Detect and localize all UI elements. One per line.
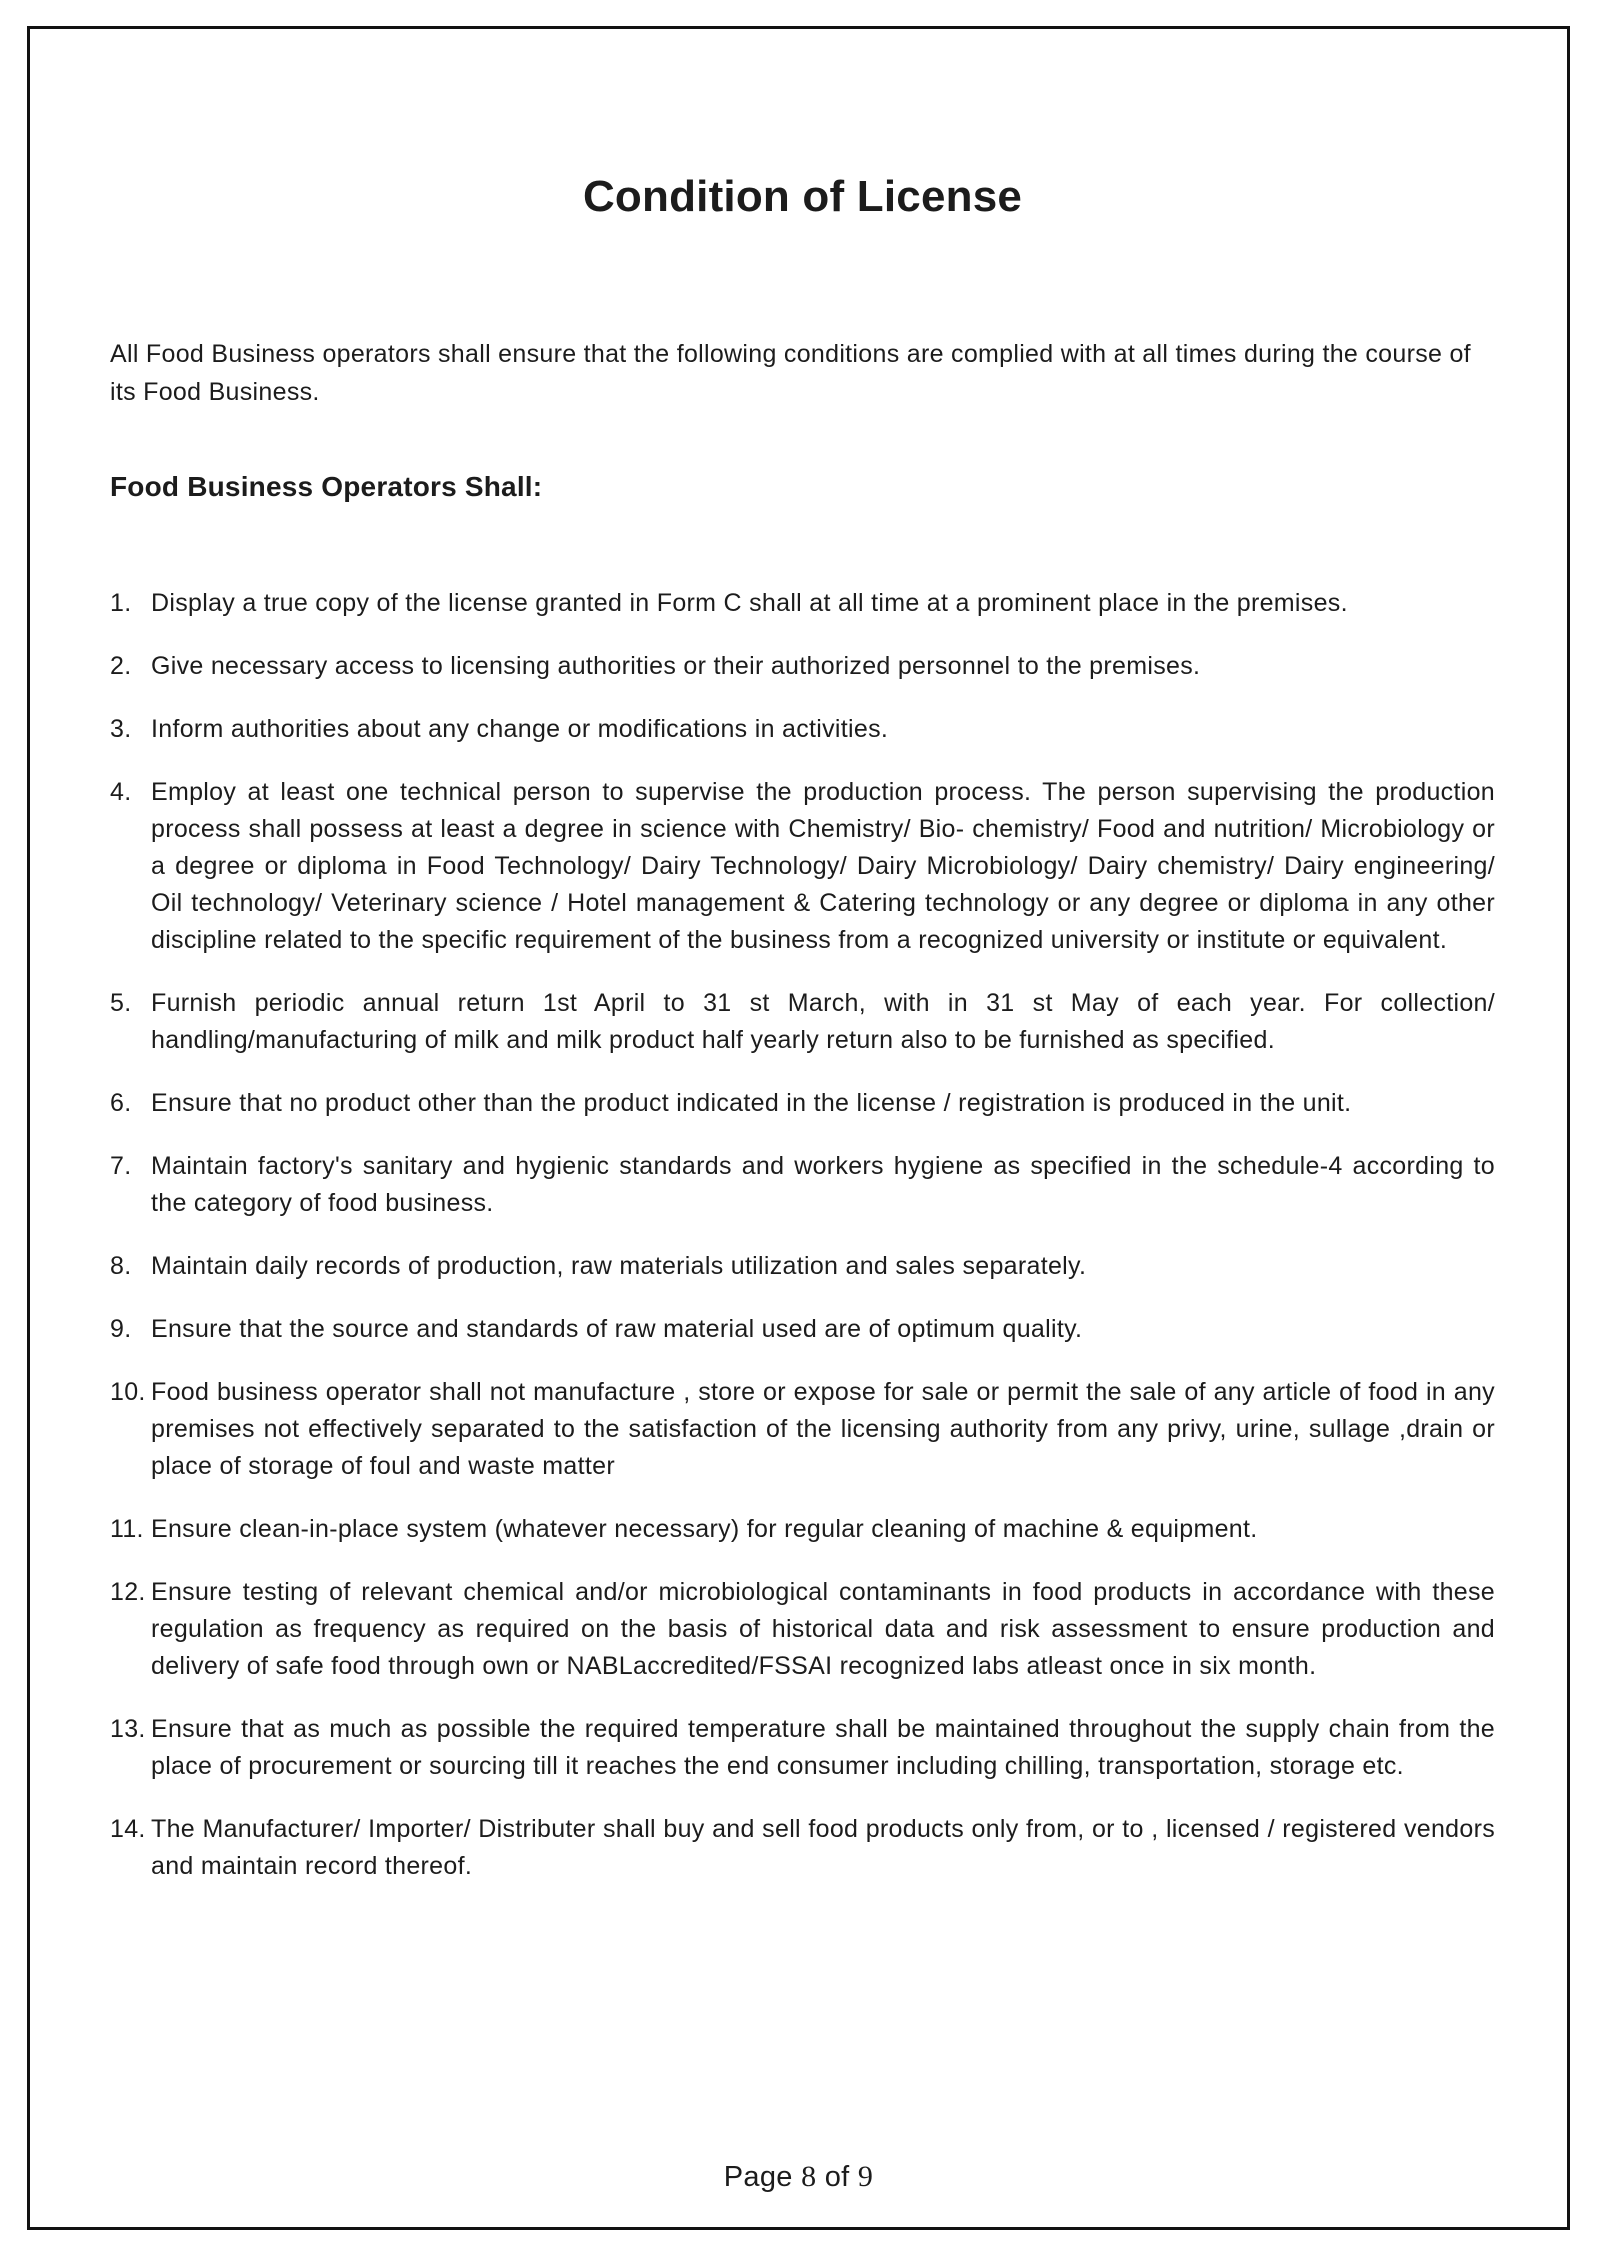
item-number: 14.	[110, 1815, 146, 1843]
item-text: The Manufacturer/ Importer/ Distributer shall buy and sell food products only from, or to , licensed / registered vendors and maintain record thereof.	[151, 1815, 1495, 1880]
list-item	[110, 774, 1495, 959]
item-text: Furnish periodic annual return 1st April to 31 st March, with in 31 st May of each year. For collection/ handling/manufacturing of milk and milk product half yearly return also to be furnished as specified.	[151, 989, 1495, 1054]
item-text: Display a true copy of the license granted in Form C shall at all time at a prominent place in the premises.	[151, 589, 1348, 617]
item-number: 4.	[110, 778, 132, 806]
item-number: 5.	[110, 989, 132, 1017]
item-text: Ensure that no product other than the product indicated in the license / registration is produced in the unit.	[151, 1089, 1352, 1117]
item-number: 7.	[110, 1152, 132, 1180]
item-number: 1.	[110, 589, 132, 617]
item-text: Ensure testing of relevant chemical and/or microbiological contaminants in food products in accordance with these regulation as frequency as required on the basis of historical data and risk assessment to ensure production and delivery of safe food through own or NABLaccredited/FSSAI recognized labs atleast once in six month.	[151, 1578, 1495, 1680]
page-total-number: 9	[857, 2160, 874, 2193]
item-text: Ensure that as much as possible the required temperature shall be maintained throughout the supply chain from the place of procurement or sourcing till it reaches the end consumer including chilling, transportation, storage etc.	[151, 1715, 1495, 1780]
of-label: of	[824, 2161, 850, 2193]
list-item	[110, 1248, 1495, 1285]
list-item	[110, 1811, 1495, 1885]
item-number: 8.	[110, 1252, 132, 1280]
section-heading: Food Business Operators Shall:	[110, 471, 543, 502]
intro-paragraph: All Food Business operators shall ensure that the following conditions are complied with at all times during the course of its Food Business.	[110, 340, 1471, 406]
list-item	[110, 1311, 1495, 1348]
list-item	[110, 1511, 1495, 1548]
item-text: Maintain daily records of production, raw materials utilization and sales separately.	[151, 1252, 1087, 1280]
item-text: Food business operator shall not manufacture , store or expose for sale or permit the sale of any article of food in any premises not effectively separated to the satisfaction of the licensing authority from any privy, urine, sullage ,drain or place of storage of foul and waste matter	[151, 1378, 1495, 1480]
list-item	[110, 585, 1495, 622]
document-content	[110, 29, 1495, 1911]
conditions-list	[110, 585, 1495, 1885]
item-text: Inform authorities about any change or modifications in activities.	[151, 715, 889, 743]
list-item	[110, 985, 1495, 1059]
item-number: 12.	[110, 1578, 146, 1606]
list-item	[110, 1711, 1495, 1785]
item-text: Ensure that the source and standards of raw material used are of optimum quality.	[151, 1315, 1083, 1343]
item-text: Give necessary access to licensing authorities or their authorized personnel to the premises.	[151, 652, 1201, 680]
list-item	[110, 648, 1495, 685]
list-item	[110, 1574, 1495, 1685]
list-item	[110, 711, 1495, 748]
item-number: 2.	[110, 652, 132, 680]
item-number: 9.	[110, 1315, 132, 1343]
item-text: Employ at least one technical person to supervise the production process. The person supervising the production process shall possess at least a degree in science with Chemistry/ Bio- chemistry/ Food and nutrition/ Microbiology or a degree or diploma in Food Technology/ Dairy Technology/ Dairy Microbiology/ Dairy chemistry/ Dairy engineering/ Oil technology/ Veterinary science / Hotel management & Catering technology or any degree or diploma in any other discipline related to the specific requirement of the business from a recognized university or institute or equivalent.	[151, 778, 1495, 954]
list-item	[110, 1085, 1495, 1122]
item-text: Ensure clean-in-place system (whatever necessary) for regular cleaning of machine & equipment.	[151, 1515, 1258, 1543]
list-item	[110, 1374, 1495, 1485]
page-footer	[30, 2157, 1567, 2197]
page-current-number: 8	[801, 2160, 817, 2193]
page-label: Page	[723, 2161, 793, 2193]
list-item	[110, 1148, 1495, 1222]
item-number: 3.	[110, 715, 132, 743]
item-text: Maintain factory's sanitary and hygienic standards and workers hygiene as specified in the schedule-4 according to the category of food business.	[151, 1152, 1495, 1217]
item-number: 6.	[110, 1089, 132, 1117]
item-number: 10.	[110, 1378, 146, 1406]
item-number: 13.	[110, 1715, 146, 1743]
page-title: Condition of License	[582, 172, 1023, 221]
page-border	[27, 26, 1570, 2230]
item-number: 11.	[110, 1515, 144, 1543]
